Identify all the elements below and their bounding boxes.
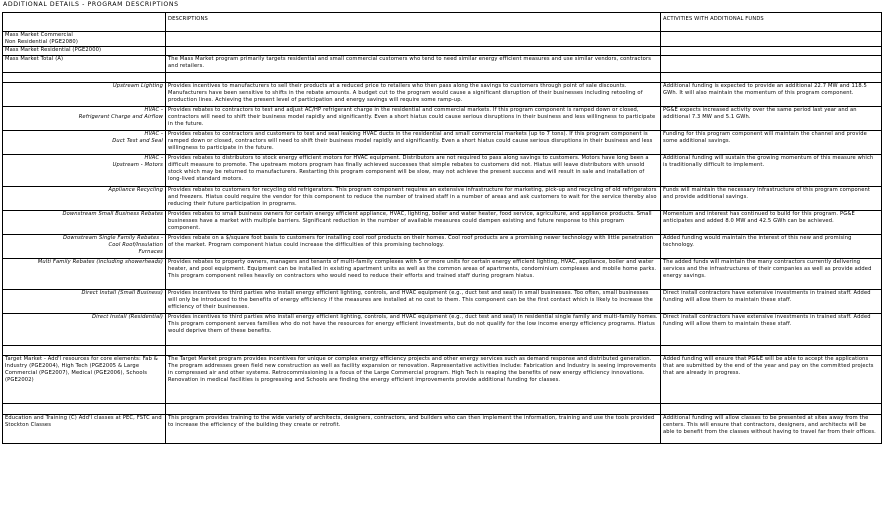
table-row <box>3 82 882 106</box>
row-activities: Additional funding is expected to provide an additional 22.7 MW and 118.5 GWh. It will also maintain the momentum of this program component. <box>661 82 882 106</box>
cell-empty <box>166 32 661 47</box>
label-mass-market-total: Mass Market Total (A) <box>3 55 166 72</box>
row-label: Appliance Recycling <box>3 186 166 210</box>
table-row <box>3 210 882 234</box>
row-description: Provides rebates to contractors and customers to test and seal leaking HVAC ducts in the residential and small commercial markets (up to 7 tons). If this program component is ramped down or closed, contractors will need to shift their business model rapidly and significantly. Even a short hiatus could cause serious disruptions in their business and less willingness to participate in the future. <box>166 130 661 154</box>
table-row <box>3 313 882 345</box>
row-description: Provides rebates to small business owners for certain energy efficient appliance, HVAC, lighting, boiler and water heater, food service, agriculture, and appliance products. Small businesses have a market with multiple barriers. Significant reduction in the number of available measures could dampen existing and future response to this program component. <box>166 210 661 234</box>
description-mass-market-total: The Mass Market program primarily targets residential and small commercial customers who tend to need similar energy efficient measures and use similar vendors, contractors and retailers. <box>166 55 661 72</box>
row-activities: Momentum and interest has continued to build for this program. PG&E anticipates and added 8.0 MW and 42.5 GWh can be achieved. <box>661 210 882 234</box>
row-description: Provides rebates to distributors to stock energy efficient motors for HVAC equipment. Distributors are not required to pass along savings to customers. Motors have long been a difficult measure to promote. The upstream motors program has finally achieved successes that simple rebates to customers did not. Hiatus will leave distributors with unsold stock which may be returned to manufacturers. Restarting this program component will be slow, may not achieve the present success and will result in sale and installation of long-lived standard motors. <box>166 154 661 186</box>
table-row <box>3 355 882 403</box>
page-title: ADDITIONAL DETAILS - PROGRAM DESCRIPTIONS <box>3 1 179 8</box>
label-education: Education and Training (C) Add'l classes at PEC, FSTC and Stockton Classes <box>3 414 166 443</box>
row-label: Direct Install (Small Business) <box>3 289 166 313</box>
activities-education: Additional funding will allow classes to be presented at sites away from the centers. This will ensure that contractors, designers, and architects will be able to benefit from the classes without having to travel far from their offices. <box>661 414 882 443</box>
activities-target-market: Added funding will ensure that PG&E will be able to accept the applications that are submitted by the end of the year and pay on the committed projects that are already in progress. <box>661 355 882 403</box>
header-activities: ACTIVITIES WITH ADDITIONAL FUNDS <box>661 13 882 32</box>
table-row <box>3 414 882 443</box>
row-description: Provides incentives to manufacturers to sell their products at a reduced price to retailers who then pass along the savings to customers through point of sale discounts. Manufacturers have been sensitive to shifts in the rebate amounts. A budget cut to the program would cause a significant disruption of their businesses including retooling of production lines. Achieving the present level of participation and energy savings will require some ramp-up. <box>166 82 661 106</box>
label-mass-market-commercial: Mass Market Commercial <box>5 32 73 38</box>
row-description: Provides rebates to customers for recycling old refrigerators. This program component requires an extensive infrastructure for marketing, pick-up and recycling of old refrigerators and freezers. Hiatus could require the vendor for this component to reduce the number of trained staff in a number of areas and ask customers to wait for the service thereby also reducing their future participation in programs. <box>166 186 661 210</box>
spacer-row <box>3 72 882 82</box>
header-empty <box>3 13 166 32</box>
cell-empty <box>166 47 661 55</box>
table-row <box>3 106 882 130</box>
label-mass-market-residential: Mass Market Residential (PGE2000) <box>3 47 166 55</box>
row-activities: Funding for this program component will maintain the channel and provide some additional savings. <box>661 130 882 154</box>
row-activities: Direct install contractors have extensive investments in trained staff. Added funding will allow them to maintain these staff. <box>661 289 882 313</box>
spacer-row <box>3 345 882 355</box>
description-education: This program provides training to the wide variety of architects, designers, contractors, and builders who can then implement the information, training and use the tools provided to increase the efficiency of the building they create or retrofit. <box>166 414 661 443</box>
row-label: HVAC - Duct Test and Seal <box>3 130 166 154</box>
row-label: Direct Install (Residential) <box>3 313 166 345</box>
row-activities: Funds will maintain the necessary infrastructure of this program component and provide additional savings. <box>661 186 882 210</box>
label-target-market: Target Market - Add'l resources for core elements: Fab & Industry (PGE2004), High Tech (PGE2005 & Large Commercial (PGE2007), Medical (PGE2006), Schools (PGE2002) <box>3 355 166 403</box>
row-description: Provides incentives to third parties who install energy efficient lighting, controls, and HVAC equipment (e.g., duct test and seal) in small businesses. Too often, small businesses will only be introduced to the benefits of energy efficiency if the measures are installed at no cost to them. This component can be the first contact which is likely to increase the efficiency of their businesses. <box>166 289 661 313</box>
row-activities: Direct install contractors have extensive investments in trained staff. Added funding will allow them to maintain these staff. <box>661 313 882 345</box>
description-target-market: The Target Market program provides incentives for unique or complex energy efficiency projects and other energy services such as demand response and distributed generation. The program addresses green field new construction as well as facility expansion or renovation. Representative activities include: Fabrication and Industry is seeing improvements in compressed air and other systems. Retrocommissioning is a focus of the Large Commercial program. High Tech is reaping the benefits of new energy efficiency innovations. Renovation in medical facilities is progressing and Schools are finding the energy efficient improvements provide additional funding for classes. <box>166 355 661 403</box>
row-activities: The added funds will maintain the many contractors currently delivering services and the infrastructures of their companies as well as provide added energy savings. <box>661 258 882 289</box>
row-label: Downstream Small Business Rebates <box>3 210 166 234</box>
cell-empty <box>661 32 882 47</box>
row-activities: Additional funding will sustain the growing momentum of this measure which is traditionally difficult to implement. <box>661 154 882 186</box>
row-description: Provides rebates to contractors to test and adjust AC/HP refrigerant charge in the residential and commercial markets. If this program component is ramped down or closed, contractors will need to shift their business model rapidly and significantly. Even a short hiatus could cause serious disruptions in their business and less willingness to participate in the future. <box>166 106 661 130</box>
table-row <box>3 130 882 154</box>
cell-empty <box>661 55 882 72</box>
table-row <box>3 55 882 72</box>
table-row <box>3 32 882 47</box>
row-label: Upstream Lighting <box>3 82 166 106</box>
label-non-residential: Non Residential (PGE2080) <box>5 39 79 46</box>
row-activities: PG&E expects increased activity over the same period last year and an additional 7.3 MW and 5.1 GWh. <box>661 106 882 130</box>
table-row <box>3 289 882 313</box>
row-label: Downstream Single Family Rebates - Cool Roof/Insulation Furnaces <box>3 234 166 258</box>
table-header-row <box>3 13 882 32</box>
table-row <box>3 47 882 55</box>
row-label <box>3 32 166 47</box>
row-description: Provides rebates to property owners, managers and tenants of multi-family complexes with 5 or more units for certain energy efficient lighting, HVAC, appliance, boiler and water heater, and pool equipment. Equipment can be installed in existing apartment units as well as the common areas of apartments, condominium complexes and mobile home parks. This program component relies heavily on contractors who would need to reduce their efforts and trained staff during program hiatus. <box>166 258 661 289</box>
program-descriptions-table <box>2 12 882 444</box>
row-description: Provides incentives to third parties who install energy efficient lighting, controls, and HVAC equipment (e.g., duct test and seal) in residential single family and multi-family homes. This program component serves families who do not have the resources for energy efficient investments, but do not qualify for the low income energy efficiency programs. Hiatus would deprive them of these benefits. <box>166 313 661 345</box>
spacer-row <box>3 403 882 414</box>
row-description: Provides rebate on a $/square foot basis to customers for installing cool roof products on their homes. Cool roof products are a promising newer technology with little penetration of the market. Program component hiatus could increase the difficulties of this promising technology. <box>166 234 661 258</box>
table-row <box>3 234 882 258</box>
table-row <box>3 258 882 289</box>
row-label: HVAC - Refrigerant Charge and Airflow <box>3 106 166 130</box>
table-row <box>3 154 882 186</box>
header-descriptions: DESCRIPTIONS <box>166 13 661 32</box>
table-row <box>3 186 882 210</box>
row-label: HVAC - Upstream - Motors <box>3 154 166 186</box>
row-label: Multi Family Rebates (including showerheads) <box>3 258 166 289</box>
cell-empty <box>661 47 882 55</box>
row-activities: Added funding would maintain the interest of this new and promising technology. <box>661 234 882 258</box>
